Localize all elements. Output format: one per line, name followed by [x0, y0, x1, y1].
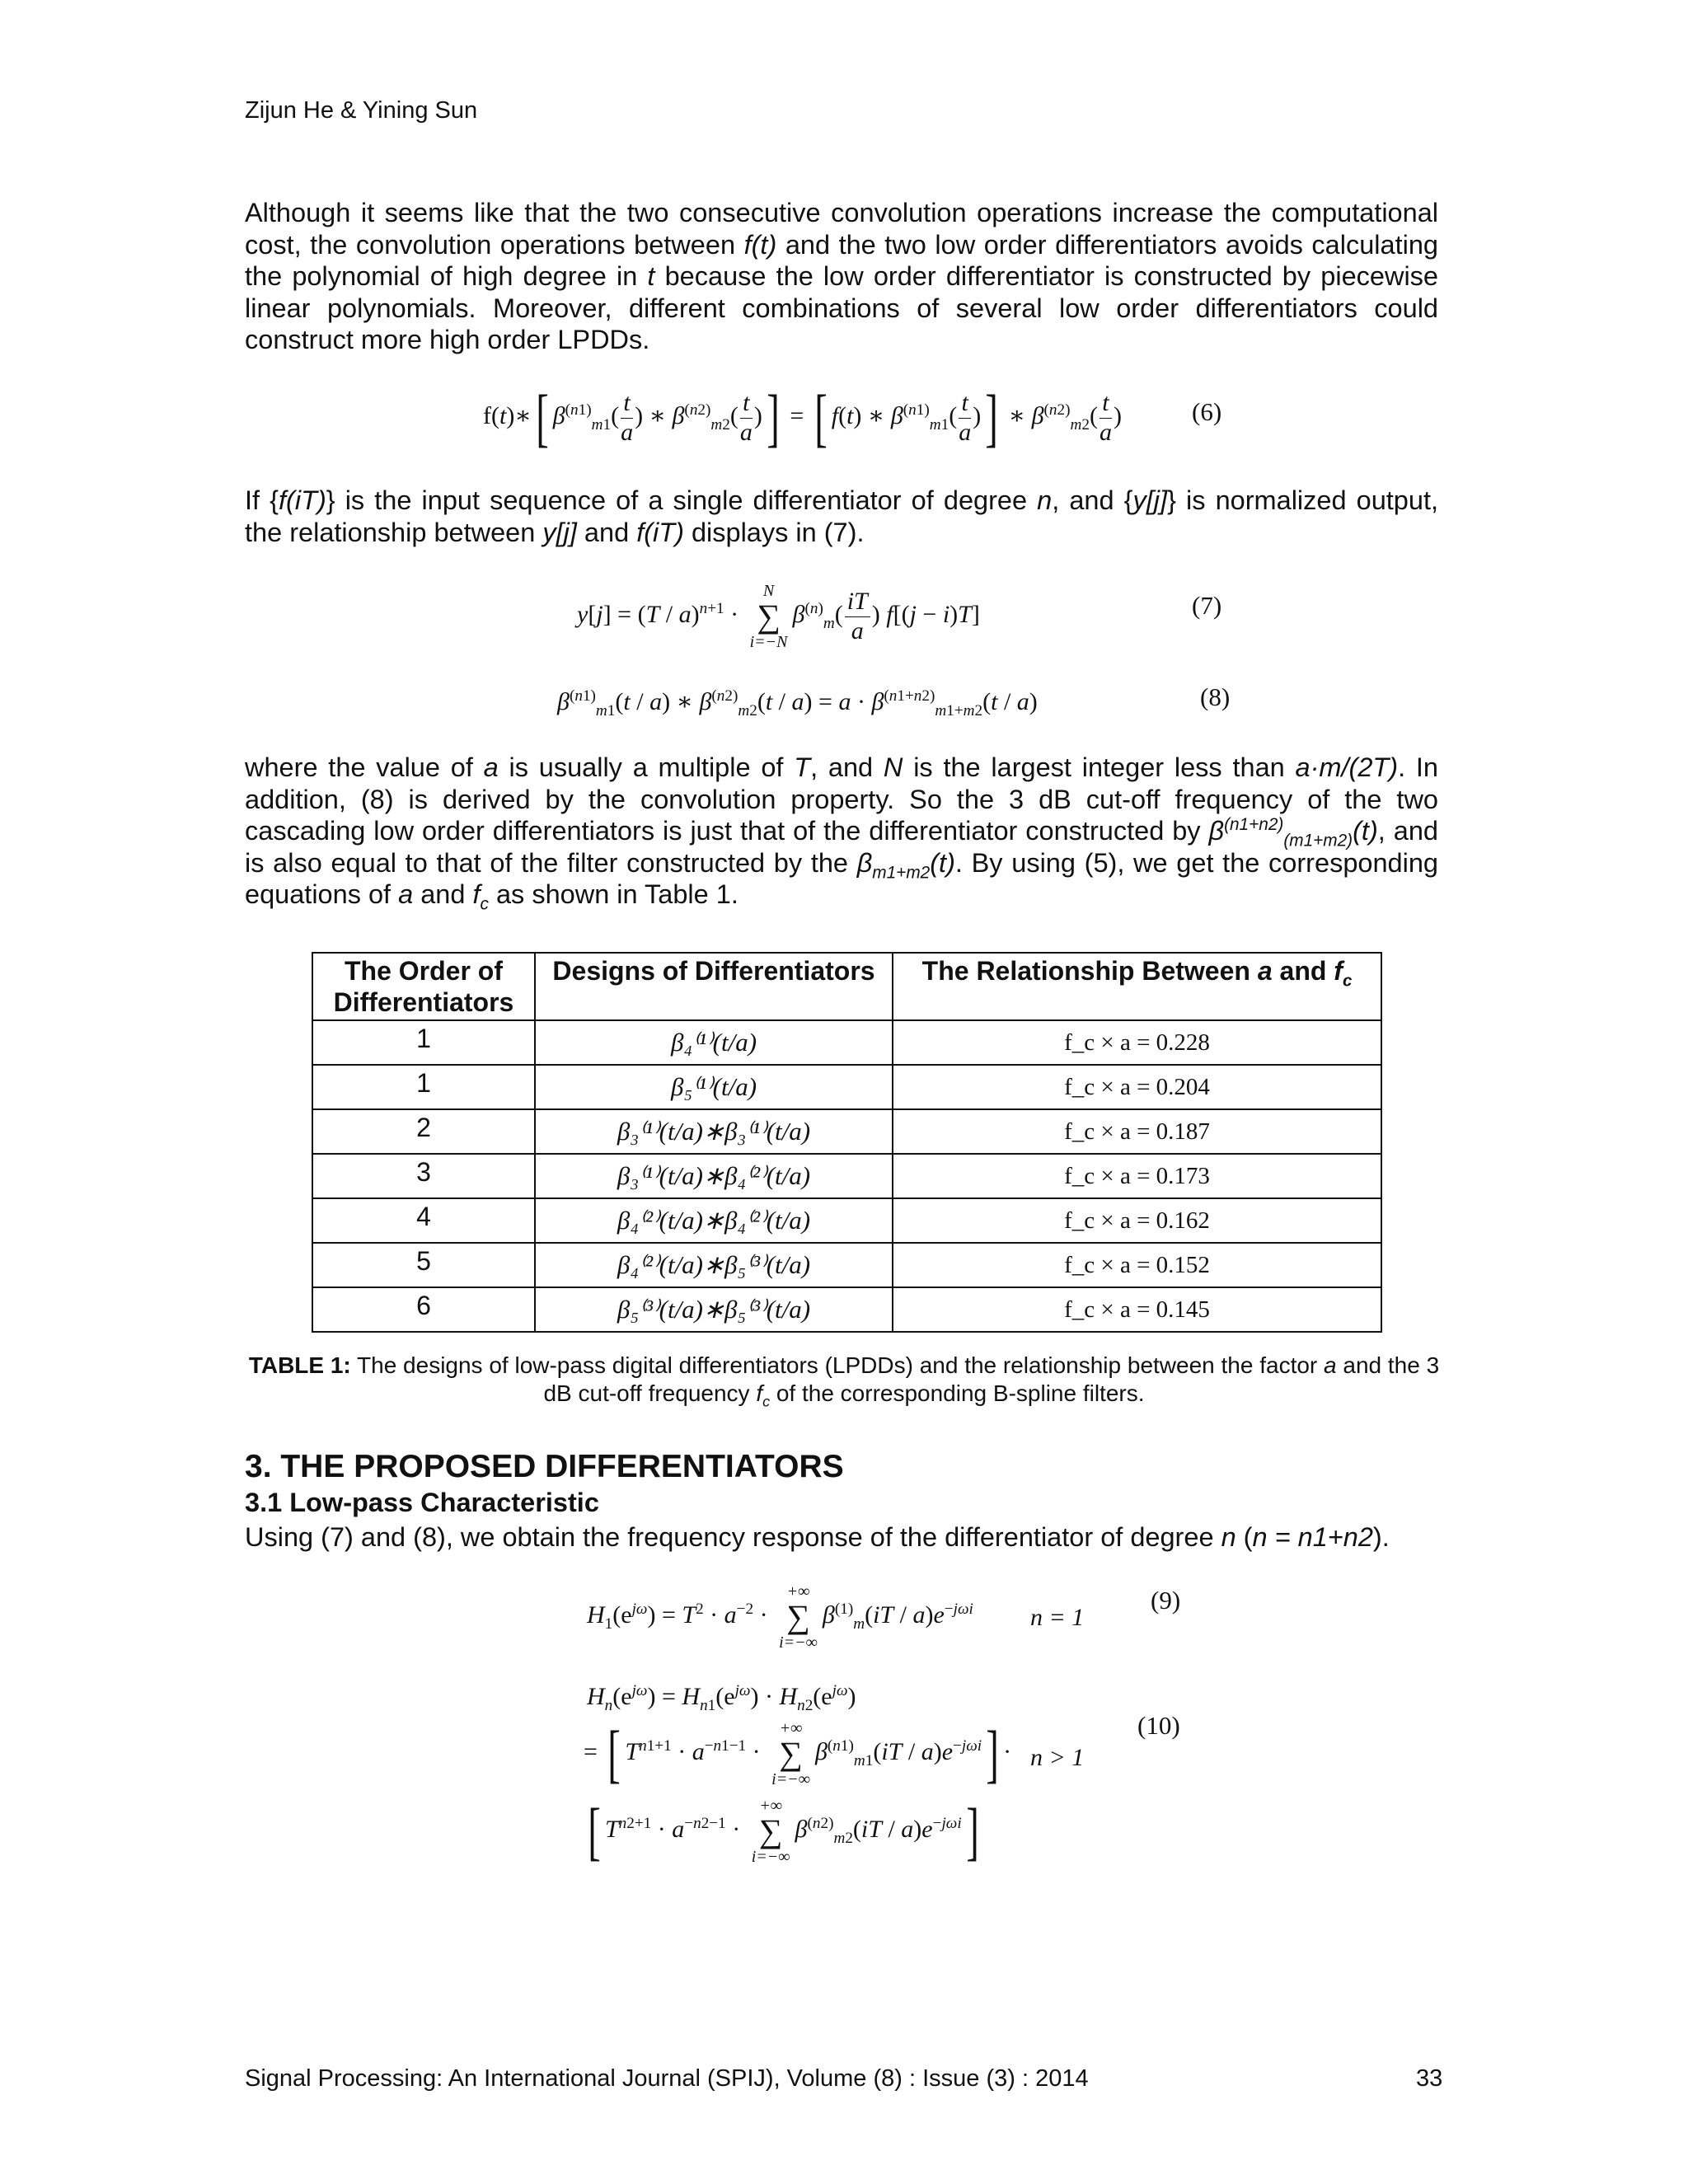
equation-7-number: (7)	[1192, 591, 1222, 620]
table-row: 1 β₅⁽¹⁾(t/a) f_c × a = 0.204	[312, 1065, 1381, 1109]
page-number: 33	[1416, 2065, 1443, 2092]
equation-8: $\beta^{(n1)}_{m1}(t / a)$ ∗ $\beta^{(n2)}_{m2}(t / a) = a \cdot \beta^{(n1+n2)}_{m1+m2}(t / a)$	[557, 687, 1038, 719]
table-caption: TABLE 1: The designs of low-pass digital differentiators (LPDDs) and the relationship between the factor a and the 3 dB cut-off frequency $f_c$ of the corresponding B-spline filters.	[248, 1352, 1440, 1410]
equation-9-condition: n = 1	[1030, 1604, 1085, 1631]
footer-journal: Signal Processing: An International Journal (SPIJ), Volume (8) : Issue (3) : 2014	[245, 2065, 1089, 2092]
section-heading: 3. THE PROPOSED DIFFERENTIATORS	[245, 1449, 844, 1484]
table-row: 5 β₄⁽²⁾(t/a)∗β₅⁽³⁾(t/a) f_c × a = 0.152	[312, 1243, 1381, 1287]
equation-6: f(t)∗[ $\beta^{(n1)}_{m1}$( $\frac{t}{a}$ ) ∗ $\beta^{(n2)}_{m2}$( $\frac{t}{a}$ )] = [ f(t) ∗ $\beta^{(n1)}_{m1}$( $\frac{t}{a}$ )] ∗ $\beta^{(n2)}_{m2}$( $\frac{t}{a}$ )	[483, 382, 1122, 453]
paragraph-1: Although it seems like that the two consecutive convolution operations increase the computational cost, the convolution operations between f(t) and the two low order differentiators avoids calculating the polynomial of high degree in t because the low order differentiator is constructed by piecewise linear polynomials. Moreover, different combinations of several low order differentiators could construct more high order LPDDs.	[245, 198, 1438, 354]
table-header-designs: Designs of Differentiators	[535, 953, 893, 1020]
equation-10-condition: n > 1	[1030, 1744, 1085, 1771]
equation-9-number: (9)	[1151, 1586, 1181, 1615]
subsection-heading: 3.1 Low-pass Characteristic	[245, 1488, 599, 1517]
table-1	[312, 952, 1382, 1333]
table-row: 2 β₃⁽¹⁾(t/a)∗β₃⁽¹⁾(t/a) f_c × a = 0.187	[312, 1109, 1381, 1154]
table-row: 3 β₃⁽¹⁾(t/a)∗β₄⁽²⁾(t/a) f_c × a = 0.173	[312, 1154, 1381, 1198]
running-header: Zijun He & Yining Sun	[245, 97, 478, 124]
equation-6-number: (6)	[1192, 397, 1222, 426]
equation-10-line-2: = [ $T^{n1+1} \cdot a^{-n1-1}$ · +∞ ∑ i=−∞ $\beta^{(n1)}_{m1}(iT / a)e^{-j\omega i}$] ·	[584, 1718, 1012, 1789]
equation-9: $H_1(e^{j\omega}) = T^2 \cdot a^{-2}$ · +∞ ∑ i=−∞ $\beta^{(1)}_m(iT / a)e^{-j\omega i}$	[587, 1582, 973, 1652]
equation-10-line-1: $H_n(e^{j\omega}) = H_{n1}(e^{j\omega}) \cdot H_{n2}(e^{j\omega})$	[587, 1682, 856, 1714]
table-row: 4 β₄⁽²⁾(t/a)∗β₄⁽²⁾(t/a) f_c × a = 0.162	[312, 1198, 1381, 1243]
equation-10-line-3: [ $T^{n2+1} \cdot a^{-n2-1}$ · +∞ ∑ i=−∞ $\beta^{(n2)}_{m2}(iT / a)e^{-j\omega i}$]	[588, 1795, 979, 1867]
paragraph-3: where the value of a is usually a multiple of T, and N is the largest integer less than a·m/(2T). In addition, (8) is derived by the convolution property. So the 3 dB cut-off frequency of the two cascading low order differentiators is just that of the differentiator constructed by $\beta^{(n1+n2)}_{(m1+m2)}(t)$, and is also equal to that of the filter constructed by the $\beta_{m1+m2}(t)$. By using (5), we get the corresponding equations of a and $f_c$ as shown in Table 1.	[245, 752, 1439, 914]
equation-8-number: (8)	[1200, 682, 1231, 711]
table-row: 6 β₅⁽³⁾(t/a)∗β₅⁽³⁾(t/a) f_c × a = 0.145	[312, 1287, 1381, 1332]
table-row: 1 β₄⁽¹⁾(t/a) f_c × a = 0.228	[312, 1020, 1381, 1065]
equation-10-number: (10)	[1137, 1711, 1180, 1740]
equation-7: y[j] = (T / a)$^{n+1}$ · N ∑ i=−N $\beta^{(n)}_m$( $\frac{iT}{a}$ ) f[(j − i)T]	[577, 582, 980, 651]
paragraph-4: Using (7) and (8), we obtain the frequency response of the differentiator of degree n (n = n1+n2).	[245, 1522, 1390, 1552]
table-header-relationship: The Relationship Between a and $f_c$	[893, 953, 1381, 1020]
table-header-order: The Order of Differentiators	[312, 953, 535, 1020]
paragraph-2: If {f(iT)} is the input sequence of a single differentiator of degree n, and {y[j]} is normalized output, the relationship between y[j] and f(iT) displays in (7).	[245, 485, 1439, 547]
